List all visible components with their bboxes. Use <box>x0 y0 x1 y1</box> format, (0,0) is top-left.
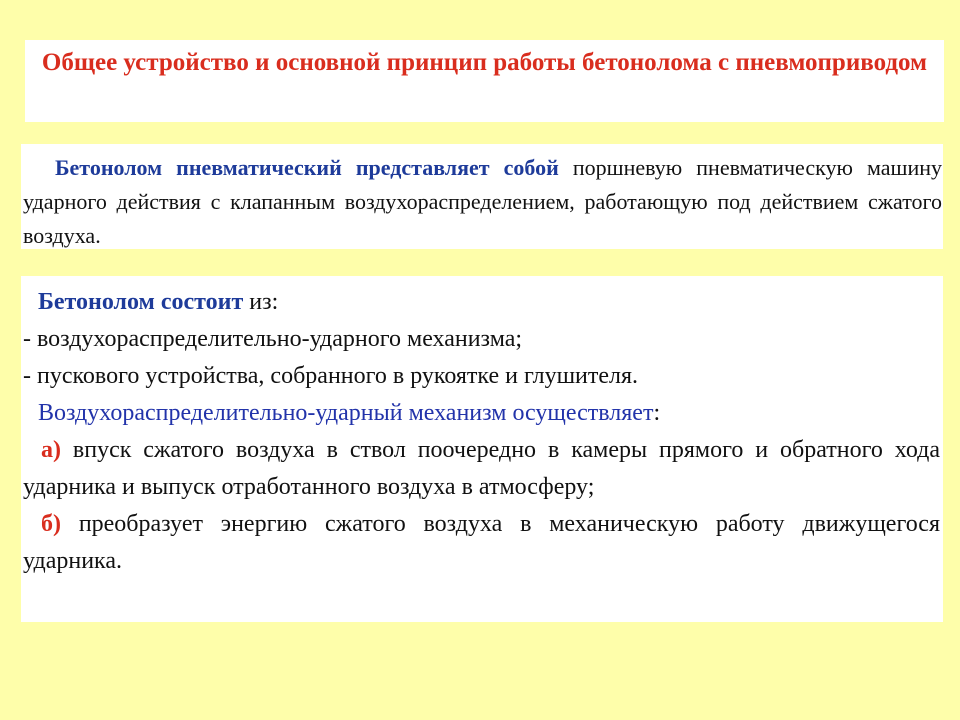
function-item <box>23 432 940 506</box>
intro-lead: Бетонолом пневматический представляет собой <box>55 155 559 180</box>
components-heading-rest: из: <box>243 289 279 315</box>
mechanism-heading-colon: : <box>653 400 661 426</box>
title-box <box>25 40 944 122</box>
intro-rest: поршневую пневматическую машину ударного действия с клапанным воздухораспределением, работающую под действием сжатого воздуха. <box>23 155 942 248</box>
mechanism-heading-text: Воздухораспределительно-ударный механизм осуществляет <box>38 400 654 426</box>
slide-title: Общее устройство и основной принцип работы бетонолома с пневмоприводом <box>41 49 928 76</box>
intro-paragraph <box>23 151 942 253</box>
function-text: впуск сжатого воздуха в ствол поочередно в камеры прямого и обратного хода ударника и выпуск отработанного воздуха в атмосферу; <box>23 437 940 500</box>
components-heading <box>23 284 940 321</box>
intro-box <box>21 144 943 249</box>
function-text: преобразует энергию сжатого воздуха в механическую работу движущегося ударника. <box>23 511 940 574</box>
mechanism-heading <box>23 395 940 432</box>
component-item: - воздухораспределительно-ударного механизма; <box>23 326 523 352</box>
function-marker: б) <box>41 511 61 537</box>
components-heading-bold: Бетонолом состоит <box>38 289 244 315</box>
function-marker: а) <box>41 437 61 463</box>
components-box <box>21 276 943 622</box>
function-item <box>23 506 940 580</box>
component-item: - пускового устройства, собранного в рукоятке и глушителя. <box>23 363 639 389</box>
